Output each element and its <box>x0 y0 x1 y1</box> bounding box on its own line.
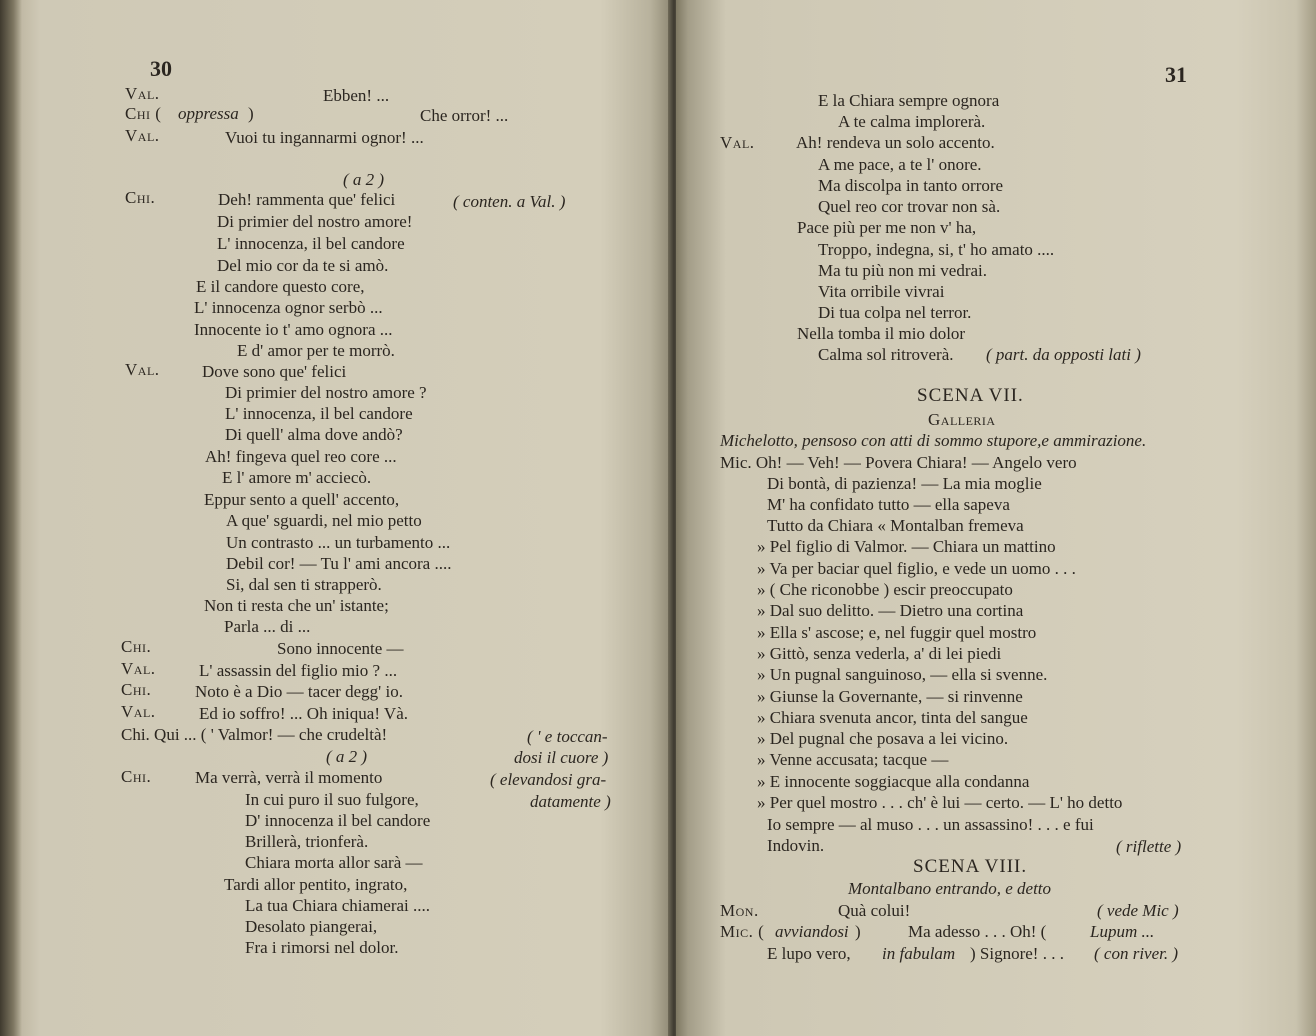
text-line: Chi. <box>121 637 152 656</box>
text-line: E l' amore m' acciecò. <box>222 468 372 487</box>
page-number: 30 <box>150 56 172 81</box>
text-line: ( con river. ) <box>1094 944 1179 963</box>
text-line: » E innocente soggiacque alla condanna <box>757 772 1030 791</box>
text-line: Non ti resta che un' istante; <box>204 596 389 615</box>
text-line: A que' sguardi, nel mio petto <box>226 511 422 530</box>
text-line: Debil cor! — Tu l' ami ancora .... <box>226 554 452 573</box>
text-line: ( elevandosi gra- <box>490 770 607 789</box>
right-page <box>676 0 1316 1036</box>
text-line: Calma sol ritroverà. <box>818 345 954 364</box>
text-line: Lupum ... <box>1090 922 1155 941</box>
text-line: Del mio cor da te si amò. <box>217 256 389 275</box>
text-line: Di primier del nostro amore ? <box>225 383 427 402</box>
text-line: ( a 2 ) <box>343 170 385 189</box>
text-line: Indovin. <box>767 836 825 855</box>
text-line: Ma discolpa in tanto orrore <box>818 176 1004 195</box>
text-line: ( riflette ) <box>1116 837 1182 856</box>
text-line: E d' amor per te morrò. <box>237 341 395 360</box>
text-line: Di primier del nostro amore! <box>217 212 413 231</box>
text-line: Desolato piangerai, <box>245 917 378 936</box>
page-number: 31 <box>1165 62 1187 87</box>
text-line: Un contrasto ... un turbamento ... <box>226 533 451 552</box>
text-line: Fra i rimorsi nel dolor. <box>245 938 399 957</box>
text-line: L' innocenza, il bel candore <box>217 234 405 253</box>
text-line: oppressa <box>178 104 239 123</box>
text-line: Mic. ( <box>720 922 765 941</box>
text-line: Chi. <box>121 680 152 699</box>
text-line: E il candore questo core, <box>196 277 365 296</box>
text-line: Chi. <box>121 767 152 786</box>
text-line: Di quell' alma dove andò? <box>225 425 403 444</box>
page-edge-shadow <box>0 0 22 1036</box>
text-line: ( vede Mic ) <box>1097 901 1179 920</box>
text-line: » ( Che riconobbe ) escir preoccupato <box>757 580 1013 599</box>
text-line: datamente ) <box>530 792 611 811</box>
text-line: » Del pugnal che posava a lei vicino. <box>757 729 1009 748</box>
text-line: Mic. Oh! — Veh! — Povera Chiara! — Angelo vero <box>720 453 1077 472</box>
text-line: » Ella s' ascose; e, nel fuggir quel mostro <box>757 623 1037 642</box>
text-line: Eppur sento a quell' accento, <box>204 490 400 509</box>
text-line: » Chiara svenuta ancor, tinta del sangue <box>757 708 1028 727</box>
text-line: A me pace, a te l' onore. <box>818 155 982 174</box>
text-line: Pace più per me non v' ha, <box>797 218 977 237</box>
text-line: Val. <box>125 360 160 379</box>
text-line: » Va per baciar quel figlio, e vede un uomo . . . <box>757 559 1076 578</box>
text-line: Brillerà, trionferà. <box>245 832 369 851</box>
text-line: L' innocenza ognor serbò ... <box>194 298 383 317</box>
text-line: ) <box>248 104 254 123</box>
text-line: Galleria <box>928 410 996 429</box>
text-line: L' assassin del figlio mio ? ... <box>199 661 398 680</box>
text-line: ) <box>855 922 861 941</box>
text-line: Vuoi tu ingannarmi ognor! ... <box>225 128 424 147</box>
text-line: Noto è a Dio — tacer degg' io. <box>195 682 403 701</box>
text-line: » Per quel mostro . . . ch' è lui — certo. — L' ho detto <box>757 793 1123 812</box>
text-line: » Gittò, senza vederla, a' di lei piedi <box>757 644 1002 663</box>
text-line: Val. <box>121 702 156 721</box>
text-line: Montalbano entrando, e detto <box>848 879 1052 898</box>
text-line: Chi. <box>125 188 156 207</box>
text-line: ( a 2 ) <box>326 747 368 766</box>
text-line: M' ha confidato tutto — ella sapeva <box>767 495 1010 514</box>
text-line: in fabulam <box>882 944 956 963</box>
text-line: Di bontà, di pazienza! — La mia moglie <box>767 474 1042 493</box>
text-line: » Dal suo delitto. — Dietro una cortina <box>757 601 1024 620</box>
text-line: » Pel figlio di Valmor. — Chiara un mattino <box>757 537 1056 556</box>
text-line: Chiara morta allor sarà — <box>245 853 423 872</box>
text-line: Innocente io t' amo ognora ... <box>194 320 393 339</box>
text-line: E la Chiara sempre ognora <box>818 91 1000 110</box>
text-line: ( part. da opposti lati ) <box>986 345 1141 364</box>
text-line: Ma tu più non mi vedrai. <box>818 261 988 280</box>
text-line: Sono innocente — <box>277 639 404 658</box>
text-line: dosi il cuore ) <box>514 748 609 767</box>
text-line: Che orror! ... <box>420 106 509 125</box>
text-line: SCENA VII. <box>917 385 1024 406</box>
text-line: Val. <box>121 659 156 678</box>
text-line: Io sempre — al muso . . . un assassino! . . . e fui <box>767 815 1094 834</box>
text-line: Ma verrà, verrà il momento <box>195 768 383 787</box>
text-line: A te calma implorerà. <box>838 112 986 131</box>
text-line: Val. <box>720 133 755 152</box>
text-line: Michelotto, pensoso con atti di sommo stupore,e ammirazione. <box>720 431 1147 450</box>
text-line: avviandosi <box>775 922 849 941</box>
text-line: Ah! rendeva un solo accento. <box>796 133 995 152</box>
text-line: » Un pugnal sanguinoso, — ella si svenne. <box>757 665 1048 684</box>
text-line: Quel reo cor trovar non sà. <box>818 197 1001 216</box>
text-line: Deh! rammenta que' felici <box>218 190 396 209</box>
text-line: La tua Chiara chiamerai .... <box>245 896 431 915</box>
text-line: Ed io soffro! ... Oh iniqua! Và. <box>199 704 409 723</box>
text-line: Dove sono que' felici <box>202 362 347 381</box>
text-line: » Giunse la Governante, — si rinvenne <box>757 687 1023 706</box>
text-line: Tardi allor pentito, ingrato, <box>224 875 408 894</box>
text-line: E lupo vero, <box>767 944 851 963</box>
text-line: ( conten. a Val. ) <box>453 192 566 211</box>
text-line: Troppo, indegna, si, t' ho amato .... <box>818 240 1055 259</box>
text-line: Quà colui! <box>838 901 911 920</box>
text-line: Chi. Qui ... ( ' Valmor! — che crudeltà! <box>121 725 388 744</box>
text-line: Val. <box>125 126 160 145</box>
text-line: Ma adesso . . . Oh! ( <box>908 922 1047 941</box>
text-line: Mon. <box>720 901 759 920</box>
text-line: Ebben! ... <box>323 86 390 105</box>
text-line: ( ' e toccan- <box>527 727 608 746</box>
text-line: Tutto da Chiara « Montalban fremeva <box>767 516 1024 535</box>
text-line: » Venne accusata; tacque — <box>757 750 949 769</box>
text-line: Parla ... di ... <box>224 617 311 636</box>
text-line: Ah! fingeva quel reo core ... <box>205 447 397 466</box>
text-line: In cui puro il suo fulgore, <box>245 790 419 809</box>
text-line: L' innocenza, il bel candore <box>225 404 413 423</box>
text-line: Nella tomba il mio dolor <box>797 324 966 343</box>
text-line: Chi ( <box>125 104 162 123</box>
text-line: Si, dal sen ti strapperò. <box>226 575 382 594</box>
text-line: D' innocenza il bel candore <box>245 811 431 830</box>
text-line: Di tua colpa nel terror. <box>818 303 972 322</box>
text-line: Val. <box>125 84 160 103</box>
text-line: ) Signore! . . . <box>970 944 1064 963</box>
text-line: SCENA VIII. <box>913 856 1028 877</box>
text-line: Vita orribile vivrai <box>818 282 945 301</box>
